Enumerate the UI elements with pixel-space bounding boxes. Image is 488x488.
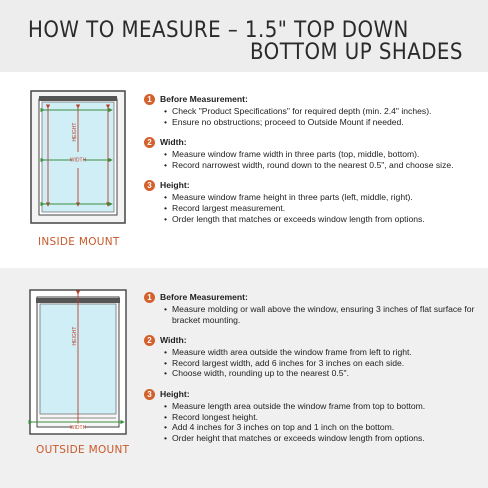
step-title: Height: [160,180,190,191]
step-bullet: • Measure window frame height in three parts (left, middle, right). [172,192,482,203]
step-title: Width: [160,137,187,148]
inside-mount-label: INSIDE MOUNT [38,236,120,248]
step-bullet: • Check "Product Specifications" for required depth (min. 2.4" inches). [172,106,482,117]
page-title-line-1: HOW TO MEASURE – 1.5" TOP DOWN [28,18,409,43]
outside-step-2 [144,335,482,379]
step-bullet: • Order length that matches or exceeds window length from options. [172,214,482,225]
step-number-badge: 3 [144,180,155,191]
step-title: Before Measurement: [160,94,248,104]
outside-height-label: HEIGHT [72,326,78,346]
step-number-badge: 1 [144,292,155,303]
outside-width-label: WIDTH [69,425,87,431]
inside-step-3 [144,180,482,224]
step-bullet: • Record narrowest width, round down to the nearest 0.5", and choose size. [172,160,482,171]
outside-step-1 [144,292,482,325]
outside-mount-diagram [28,286,128,436]
inside-height-label: HEIGHT [72,122,78,142]
outside-step-3 [144,389,482,443]
page-header [0,0,488,72]
step-title: Before Measurement: [160,292,248,302]
inside-step-2 [144,137,482,170]
step-bullet: • Measure width area outside the window frame from left to right. [172,347,482,358]
outside-mount-label: OUTSIDE MOUNT [36,444,130,456]
step-bullet: • Measure length area outside the window frame from top to bottom. [172,401,482,412]
step-bullet: • Record largest width, add 6 inches for 3 inches on each side. [172,358,482,369]
step-number-badge: 1 [144,94,155,105]
page-title-line-2: BOTTOM UP SHADES [250,40,463,65]
step-title: Width: [160,335,187,346]
step-number-badge: 3 [144,389,155,400]
step-title: Height: [160,388,190,399]
step-number-badge: 2 [144,335,155,346]
inside-mount-steps [144,94,482,224]
inside-mount-diagram [28,88,128,228]
step-bullet: • Order height that matches or exceeds window length from options. [172,433,482,444]
step-bullet: • Measure molding or wall above the window, ensuring 3 inches of flat surface for bracket mounting. [172,304,482,325]
inside-width-label: WIDTH [69,157,87,164]
step-number-badge: 2 [144,137,155,148]
step-bullet: • Ensure no obstructions; proceed to Outside Mount if needed. [172,117,482,128]
step-bullet: • Record longest height. [172,412,482,423]
step-bullet: • Record largest measurement. [172,203,482,214]
outside-mount-steps [144,292,482,443]
step-bullet: • Choose width, rounding up to the nearest 0.5". [172,368,482,379]
step-bullet: • Measure window frame width in three parts (top, middle, bottom). [172,149,482,160]
inside-step-1 [144,94,482,127]
inside-window-headrail [39,96,117,101]
step-bullet: • Add 4 inches for 3 inches on top and 1 inch on the bottom. [172,422,482,433]
